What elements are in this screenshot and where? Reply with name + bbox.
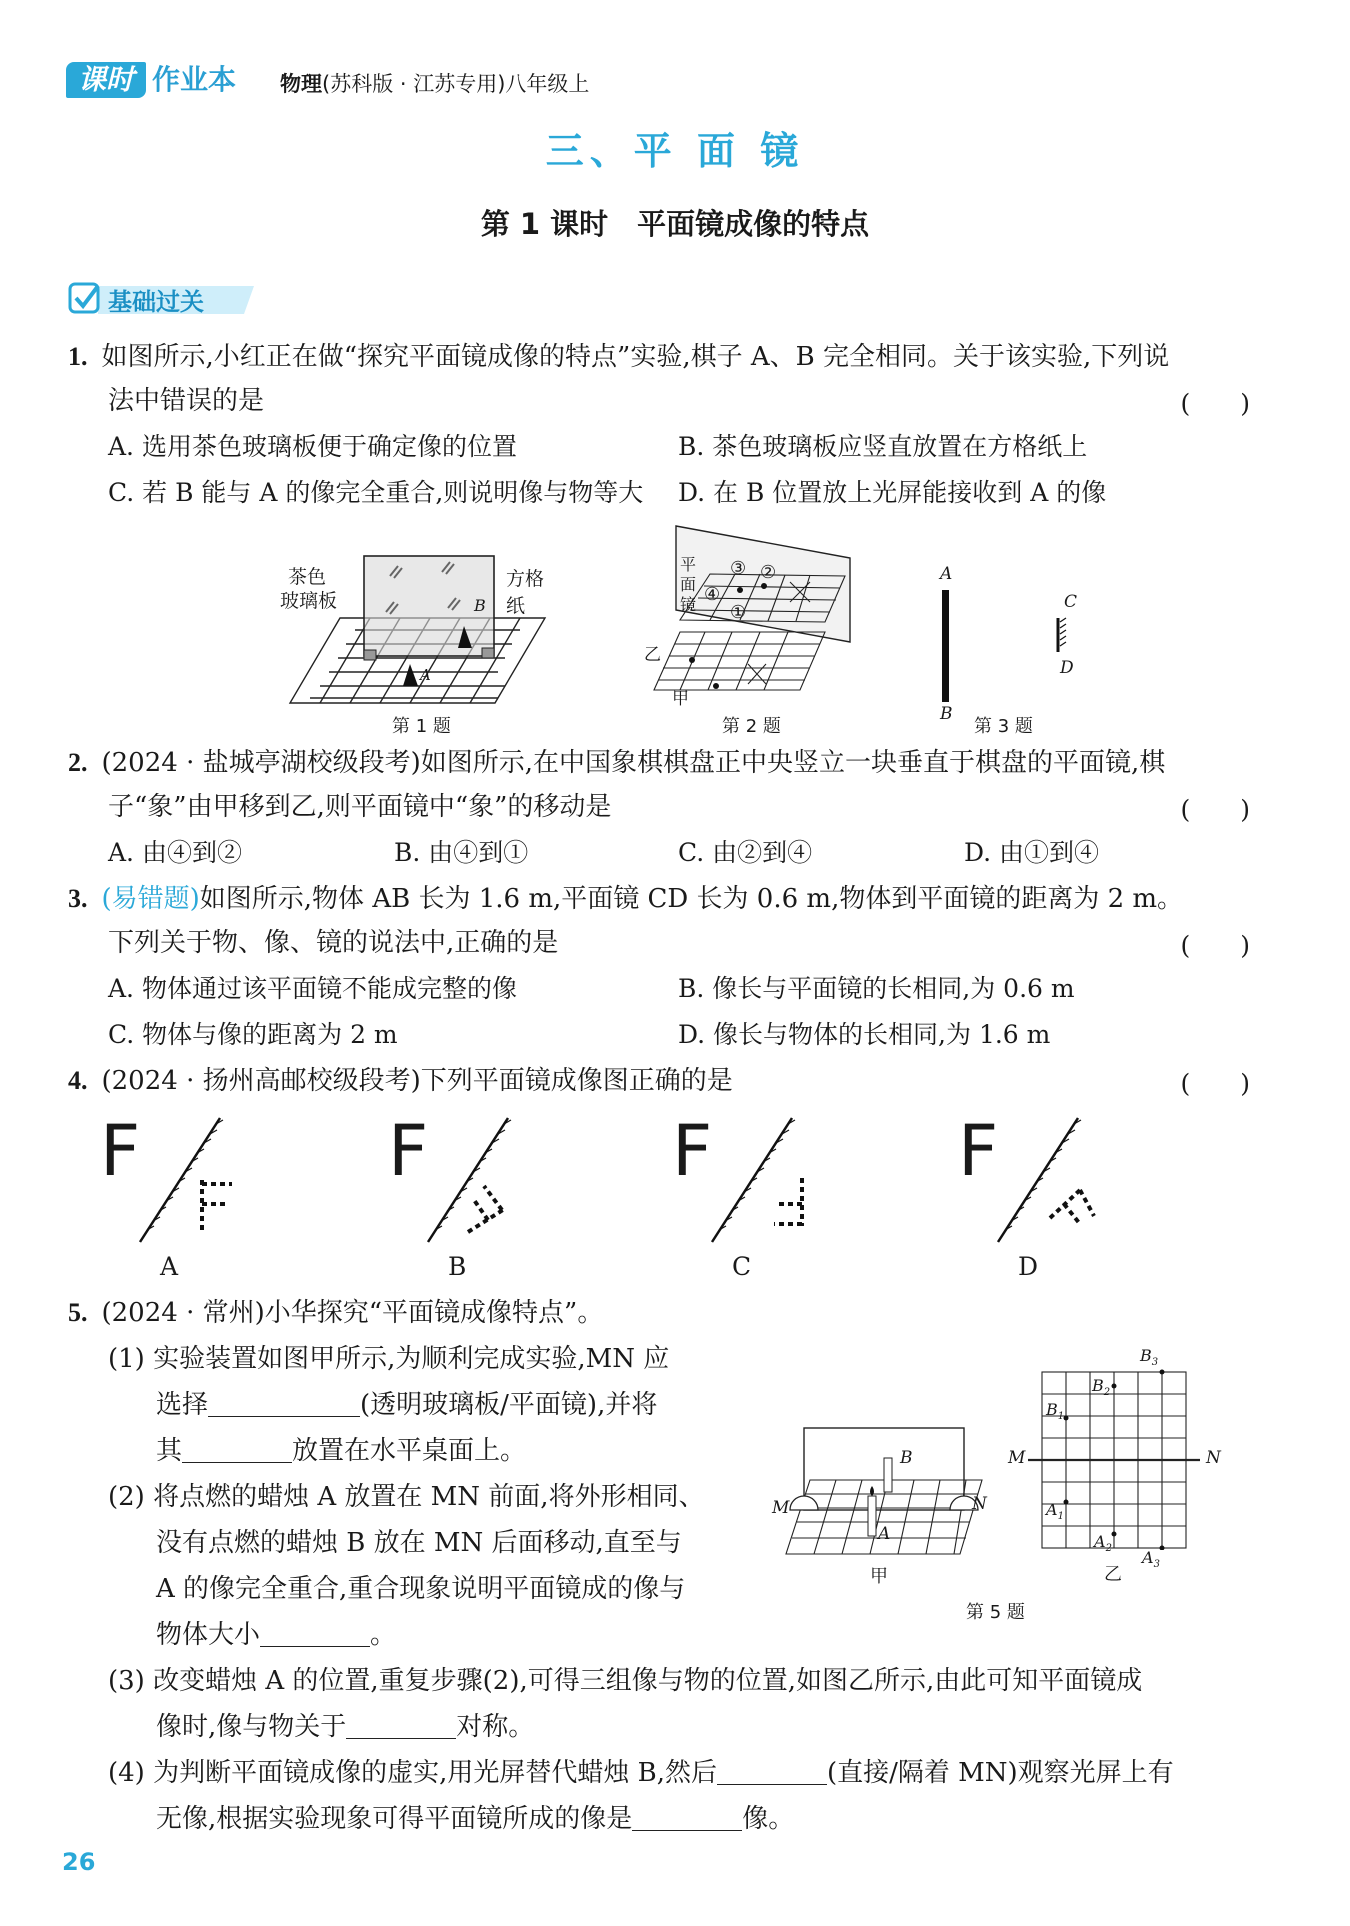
page-number: 26 xyxy=(62,1848,96,1876)
fig3-label-d: D xyxy=(1060,658,1074,678)
q3-answer-paren[interactable]: ( ) xyxy=(1180,931,1250,960)
fig5-yi-m: M xyxy=(1008,1448,1026,1468)
q3-tag: (易错题) xyxy=(101,884,200,914)
q4-label-d: D xyxy=(1018,1252,1039,1281)
q5-p3-b2: 对称。 xyxy=(456,1712,535,1742)
q5-blank-1[interactable] xyxy=(208,1390,360,1417)
q4-text: (2024 · 扬州高邮校级段考)下列平面镜成像图正确的是 xyxy=(101,1066,733,1096)
fig5-yi-a2-letter: A xyxy=(1094,1532,1106,1551)
q2-option-d: D. 由①到④ xyxy=(964,838,1100,867)
fig2-circle-2: ② xyxy=(760,562,777,583)
fig5-yi-a1-sub: 1 xyxy=(1057,1511,1064,1523)
q2-number: 2. xyxy=(68,748,88,777)
q5-p4-a xyxy=(108,1756,1174,1790)
fig2-circle-4: ④ xyxy=(704,584,721,605)
fig5-yi-b1 xyxy=(1046,1400,1064,1422)
figure-2 xyxy=(640,522,860,738)
grid-image-diagram xyxy=(1012,1350,1232,1550)
fig3-label-c: C xyxy=(1064,592,1078,612)
fig5-jia-b: B xyxy=(900,1448,913,1468)
q5-p1-b xyxy=(156,1388,657,1422)
grade: 八年级上 xyxy=(505,72,590,96)
subject-name: 物理 xyxy=(280,72,322,96)
q4-choice-d[interactable] xyxy=(958,1112,1108,1282)
q5-blank-5[interactable] xyxy=(717,1758,827,1785)
q2-option-c: C. 由②到④ xyxy=(678,838,813,867)
q4-line1 xyxy=(68,1064,733,1098)
edition: (苏科版 · 江苏专用) xyxy=(322,72,506,96)
fig2-label-jia: 甲 xyxy=(672,689,689,709)
q5-p4-b1: 无像,根据实验现象可得平面镜所成的像是 xyxy=(156,1804,633,1834)
q2-option-a: A. 由④到② xyxy=(108,838,242,867)
q5-blank-6[interactable] xyxy=(632,1804,742,1831)
q5-p1-b1: 选择 xyxy=(156,1390,209,1420)
fig5-yi-b3-sub: 3 xyxy=(1151,1357,1159,1369)
fig1-label-glass: 茶色 xyxy=(288,566,327,588)
fig5-yi-a2-sub: 2 xyxy=(1105,1543,1112,1555)
fig5-yi-a3-letter: A xyxy=(1142,1548,1154,1567)
q3-option-b: B. 像长与平面镜的长相同,为 0.6 m xyxy=(678,974,1075,1003)
fig1-label-paper: 方格纸 xyxy=(506,568,545,617)
q5-p1-c2: 放置在水平桌面上。 xyxy=(292,1436,527,1466)
q5-p2-a: (2) 将点燃的蜡烛 A 放置在 MN 前面,将外形相同、 xyxy=(108,1482,705,1512)
q3-option-d: D. 像长与物体的长相同,为 1.6 m xyxy=(678,1020,1051,1049)
fig5-yi-n: N xyxy=(1206,1448,1221,1468)
q4-d-mirror-icon xyxy=(988,1112,1098,1252)
q5-number: 5. xyxy=(68,1298,88,1327)
q5-p2-c: A 的像完全重合,重合现象说明平面镜成的像与 xyxy=(156,1574,686,1604)
fig2-mirror-label-1: 平 xyxy=(680,555,697,574)
figure-1 xyxy=(280,548,560,738)
q5-blank-3[interactable] xyxy=(260,1620,370,1647)
q5-p4-b2: 像。 xyxy=(742,1804,795,1834)
q4-label-a: A xyxy=(160,1252,179,1281)
q5-p4-a1: (4) 为判断平面镜成像的虚实,用光屏替代蜡烛 B,然后 xyxy=(108,1758,717,1788)
q4-a-mirror-icon xyxy=(130,1112,240,1252)
q3-line2: 下列关于物、像、镜的说法中,正确的是 xyxy=(108,928,559,958)
section-label-box xyxy=(68,280,254,318)
q2-line1 xyxy=(68,746,1165,780)
fig5-yi-label: 乙 xyxy=(1104,1564,1122,1585)
q4-number: 4. xyxy=(68,1066,88,1095)
fig5-yi-b1-letter: B xyxy=(1046,1400,1058,1419)
fig5-caption: 第 5 题 xyxy=(966,1602,1025,1623)
q1-option-b: B. 茶色玻璃板应竖直放置在方格纸上 xyxy=(678,432,1088,461)
fig1-label-a: A xyxy=(420,666,431,684)
candle-experiment-diagram xyxy=(770,1420,990,1580)
q1-line2: 法中错误的是 xyxy=(108,386,265,416)
q5-blank-4[interactable] xyxy=(346,1712,456,1739)
q4-choice-b[interactable] xyxy=(388,1112,538,1282)
fig5-yi-a3 xyxy=(1142,1548,1160,1570)
q1-line1 xyxy=(68,340,1169,374)
q4-choice-a[interactable] xyxy=(100,1112,250,1282)
fig5-yi-b3 xyxy=(1140,1346,1158,1368)
q5-p2-b: 没有点燃的蜡烛 B 放在 MN 后面移动,直至与 xyxy=(156,1528,682,1558)
q4-answer-paren[interactable]: ( ) xyxy=(1180,1069,1250,1098)
q1-number: 1. xyxy=(68,342,88,371)
q5-p1-c1: 其 xyxy=(156,1436,183,1466)
q4-d-letter-f: F xyxy=(958,1110,999,1192)
fig2-circle-1: ① xyxy=(730,602,747,623)
figure-5-yi xyxy=(1008,1346,1232,1590)
q4-label-c: C xyxy=(732,1252,752,1281)
q5-p3-b xyxy=(156,1710,534,1744)
q5-p2-d1: 物体大小 xyxy=(156,1620,261,1650)
q5-p1-b2: (透明玻璃板/平面镜),并将 xyxy=(360,1390,658,1420)
fig2-mirror-label-2: 面 xyxy=(680,575,697,594)
q5-p3-b1: 像时,像与物关于 xyxy=(156,1712,347,1742)
fig5-yi-a2 xyxy=(1094,1532,1112,1554)
q4-a-letter-f: F xyxy=(100,1110,141,1192)
chapter-title: 三、平 面 镜 xyxy=(545,128,805,173)
fig5-yi-a1 xyxy=(1046,1500,1064,1522)
q1-answer-paren[interactable]: ( ) xyxy=(1180,389,1250,418)
fig2-mirror-label-3: 镜 xyxy=(680,595,697,614)
q1-text: 如图所示,小红正在做“探究平面镜成像的特点”实验,棋子 A、B 完全相同。关于该实验,下列说 xyxy=(101,342,1170,372)
subject xyxy=(280,68,589,98)
q1-option-a: A. 选用茶色玻璃板便于确定像的位置 xyxy=(108,432,517,461)
fig2-label-yi: 乙 xyxy=(644,645,661,665)
q2-text: (2024 · 盐城亭湖校级段考)如图所示,在中国象棋棋盘正中央竖立一块垂直于棋盘的平面镜,棋 xyxy=(101,748,1166,778)
q2-option-b: B. 由④到① xyxy=(394,838,529,867)
figure-3 xyxy=(930,562,1080,738)
q3-text: 如图所示,物体 AB 长为 1.6 m,平面镜 CD 长为 0.6 m,物体到平面镜的距离为 2 m。 xyxy=(199,884,1184,914)
q4-choice-c[interactable] xyxy=(672,1112,822,1282)
q4-c-mirror-icon xyxy=(702,1112,812,1252)
object-mirror-diagram xyxy=(930,562,1080,712)
fig1-label-b: B xyxy=(474,596,486,615)
fig1-caption: 第 1 题 xyxy=(392,716,451,737)
lesson-title: 第 1 课时 平面镜成像的特点 xyxy=(480,207,870,241)
q3-option-c: C. 物体与像的距离为 2 m xyxy=(108,1020,398,1049)
fig2-caption: 第 2 题 xyxy=(722,716,781,737)
fig5-yi-b2-letter: B xyxy=(1092,1376,1104,1395)
fig5-yi-a1-letter: A xyxy=(1046,1500,1058,1519)
brand-text: 作业本 xyxy=(152,63,237,96)
fig5-yi-b2 xyxy=(1092,1376,1110,1398)
q4-label-b: B xyxy=(448,1252,467,1281)
fig5-yi-b1-sub: 1 xyxy=(1057,1411,1065,1423)
q5-p4-b xyxy=(156,1802,794,1836)
q1-option-d: D. 在 B 位置放上光屏能接收到 A 的像 xyxy=(678,478,1107,507)
fig3-label-b: B xyxy=(940,704,953,724)
section-label: 基础过关 xyxy=(108,288,204,316)
figure-5-jia xyxy=(770,1420,990,1600)
brand-logo: 课时 xyxy=(66,62,146,98)
q3-number: 3. xyxy=(68,884,88,913)
q4-c-letter-f: F xyxy=(672,1110,713,1192)
fig3-label-a: A xyxy=(940,564,953,584)
q1-option-c: C. 若 B 能与 A 的像完全重合,则说明像与物等大 xyxy=(108,478,644,507)
fig1-label-glass2: 玻璃板 xyxy=(280,590,338,612)
q5-p2-d xyxy=(156,1618,396,1652)
q2-line2: 子“象”由甲移到乙,则平面镜中“象”的移动是 xyxy=(108,792,612,822)
fig2-circle-3: ③ xyxy=(730,558,747,579)
q4-b-letter-f: F xyxy=(388,1110,429,1192)
q2-answer-paren[interactable]: ( ) xyxy=(1180,795,1250,824)
fig5-jia-n: N xyxy=(972,1494,987,1514)
fig5-yi-b2-sub: 2 xyxy=(1103,1387,1111,1399)
fig5-yi-a3-sub: 3 xyxy=(1153,1559,1160,1571)
q5-line1 xyxy=(68,1296,603,1330)
q5-blank-2[interactable] xyxy=(182,1436,292,1463)
q3-option-a: A. 物体通过该平面镜不能成完整的像 xyxy=(108,974,517,1003)
q4-b-mirror-icon xyxy=(418,1112,528,1252)
fig5-jia-label: 甲 xyxy=(870,1566,888,1587)
q5-p3-a: (3) 改变蜡烛 A 的位置,重复步骤(2),可得三组像与物的位置,如图乙所示,由此可知平面镜成 xyxy=(108,1666,1143,1696)
fig3-caption: 第 3 题 xyxy=(974,716,1033,737)
fig5-jia-a: A xyxy=(878,1524,891,1544)
q5-text: (2024 · 常州)小华探究“平面镜成像特点”。 xyxy=(101,1298,604,1328)
fig5-yi-b3-letter: B xyxy=(1140,1346,1152,1365)
fig5-jia-m: M xyxy=(772,1498,790,1518)
q3-line1 xyxy=(68,882,1183,916)
q5-p2-d2: 。 xyxy=(370,1620,397,1650)
q5-p1-a: (1) 实验装置如图甲所示,为顺利完成实验,MN 应 xyxy=(108,1344,670,1374)
q5-p4-a2: (直接/隔着 MN)观察光屏上有 xyxy=(827,1758,1174,1788)
q5-p1-c xyxy=(156,1434,526,1468)
